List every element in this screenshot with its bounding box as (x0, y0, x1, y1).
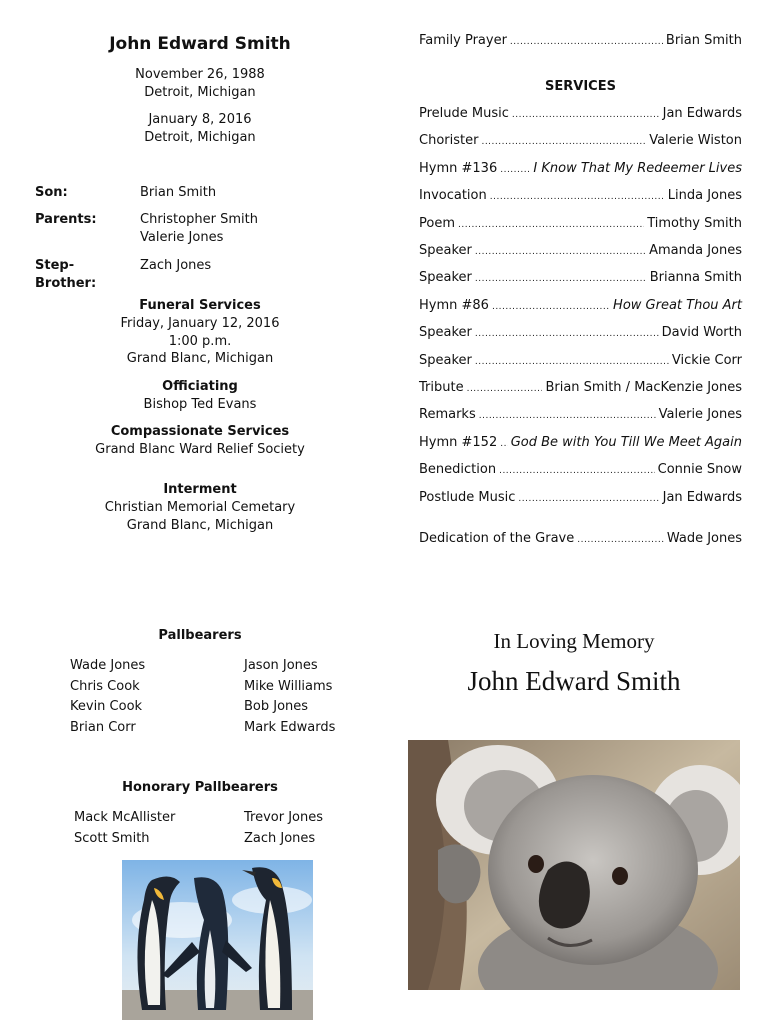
program-value: God Be with You Till We Meet Again (510, 435, 742, 450)
pallbearer-name: Brian Corr (70, 719, 136, 735)
leader-dots (492, 298, 610, 313)
service-line (419, 161, 742, 176)
program-label: Chorister (419, 133, 479, 148)
honorary-pallbearer-name: Mack McAllister (74, 810, 176, 825)
program-label: Postlude Music (419, 490, 516, 505)
interment-heading: Interment (163, 482, 237, 497)
program-value: How Great Thou Art (613, 298, 742, 313)
program-value: Jan Edwards (662, 106, 742, 121)
program-value: Timothy Smith (647, 216, 742, 231)
program-label: Poem (419, 216, 455, 231)
officiating-name: Bishop Ted Evans (143, 397, 257, 412)
pallbearer-name: Mark Edwards (244, 719, 336, 735)
birth-date: November 26, 1988 (135, 67, 265, 82)
funeral-date: Friday, January 12, 2016 (120, 316, 280, 331)
program-value: I Know That My Redeemer Lives (533, 161, 742, 176)
family-value: Brian Smith (140, 185, 217, 200)
compassionate-heading: Compassionate Services (110, 424, 290, 439)
program-value: Wade Jones (666, 531, 742, 546)
family-value: Valerie Jones (140, 230, 224, 245)
program-label: Speaker (419, 270, 472, 285)
program-value: Amanda Jones (649, 243, 742, 258)
pallbearer-name: Kevin Cook (70, 699, 143, 714)
birth-place: Detroit, Michigan (144, 85, 256, 100)
honorary-pallbearers-heading: Honorary Pallbearers (122, 780, 278, 795)
program-label: Benediction (419, 462, 497, 477)
program-label: Speaker (419, 325, 472, 340)
honorary-right-list (244, 808, 323, 849)
deceased-name: John Edward Smith (109, 34, 291, 54)
family-label: Son: (35, 185, 68, 200)
leader-dots (518, 490, 659, 505)
leader-dots (475, 243, 646, 258)
service-line (419, 298, 742, 313)
pallbearers-heading: Pallbearers (158, 628, 242, 643)
pallbearer-name: Mike Williams (244, 678, 333, 694)
program-value: Jan Edwards (662, 490, 742, 505)
funeral-time: 1:00 p.m. (168, 334, 232, 349)
program-label: Dedication of the Grave (419, 531, 575, 546)
service-line (419, 380, 742, 395)
leader-dots (467, 380, 543, 395)
leader-dots (577, 531, 664, 546)
koala-photo (408, 740, 740, 990)
pallbearer-name: Jason Jones (244, 658, 318, 673)
service-line (419, 106, 742, 121)
leader-dots (475, 270, 647, 285)
service-line (419, 188, 742, 203)
interment-city: Grand Blanc, Michigan (126, 518, 274, 533)
service-line (419, 462, 742, 477)
honorary-pallbearer-name: Zach Jones (244, 830, 316, 846)
penguins-photo (122, 860, 313, 1020)
program-value: Brian Smith / MacKenzie Jones (545, 380, 742, 395)
service-line (419, 133, 742, 148)
leader-dots (500, 435, 507, 450)
leader-dots (490, 188, 665, 203)
family-prayer-line (419, 33, 742, 48)
service-line (419, 490, 742, 505)
program-value: Linda Jones (667, 188, 742, 203)
memory-name: John Edward Smith (467, 666, 681, 696)
program-label: Family Prayer (419, 33, 507, 48)
program-label: Remarks (419, 407, 476, 422)
pallbearer-name: Chris Cook (70, 678, 140, 694)
pallbearer-name: Bob Jones (244, 699, 309, 714)
services-heading: SERVICES (545, 79, 616, 94)
program-value: Valerie Jones (658, 407, 742, 422)
service-line (419, 270, 742, 285)
program-value: David Worth (661, 325, 742, 340)
dedication-line (419, 531, 742, 546)
service-line (419, 407, 742, 422)
service-line (419, 243, 742, 258)
program-label: Speaker (419, 243, 472, 258)
leader-dots (481, 133, 646, 148)
program-value: Vickie Corr (671, 353, 742, 368)
compassionate-name: Grand Blanc Ward Relief Society (95, 442, 305, 457)
leader-dots (499, 462, 655, 477)
program-value: Brianna Smith (649, 270, 742, 285)
program-value: Brian Smith (665, 33, 742, 48)
pallbearers-right-list (244, 656, 335, 738)
family-value: Zach Jones (140, 258, 212, 273)
funeral-place: Grand Blanc, Michigan (126, 351, 274, 366)
memory-heading: In Loving Memory (493, 629, 655, 653)
program-label: Invocation (419, 188, 487, 203)
family-label: Parents: (35, 212, 97, 227)
service-line (419, 435, 742, 450)
leader-dots (475, 353, 669, 368)
program-label: Prelude Music (419, 106, 509, 121)
leader-dots (500, 161, 530, 176)
program-value: Connie Snow (657, 462, 742, 477)
program-label: Speaker (419, 353, 472, 368)
honorary-pallbearer-name: Scott Smith (74, 830, 150, 846)
pallbearers-left-list (70, 656, 145, 738)
program-label: Hymn #136 (419, 161, 498, 176)
leader-dots (512, 106, 660, 121)
leader-dots (475, 325, 659, 340)
funeral-heading: Funeral Services (139, 298, 261, 313)
honorary-left-list (74, 808, 175, 849)
honorary-pallbearer-name: Trevor Jones (244, 810, 324, 825)
service-line (419, 216, 742, 231)
leader-dots (479, 407, 656, 422)
family-value: Christopher Smith (140, 212, 258, 227)
family-label: Step-Brother: (35, 258, 97, 291)
program-value: Valerie Wiston (649, 133, 742, 148)
interment-place: Christian Memorial Cemetary (104, 500, 296, 515)
service-line (419, 325, 742, 340)
program-label: Hymn #86 (419, 298, 489, 313)
program-label: Tribute (419, 380, 464, 395)
officiating-heading: Officiating (162, 379, 238, 394)
death-place: Detroit, Michigan (144, 130, 256, 145)
leader-dots (458, 216, 644, 231)
program-label: Hymn #152 (419, 435, 498, 450)
pallbearer-name: Wade Jones (70, 658, 146, 673)
service-line (419, 353, 742, 368)
leader-dots (510, 33, 663, 48)
death-date: January 8, 2016 (148, 112, 252, 127)
